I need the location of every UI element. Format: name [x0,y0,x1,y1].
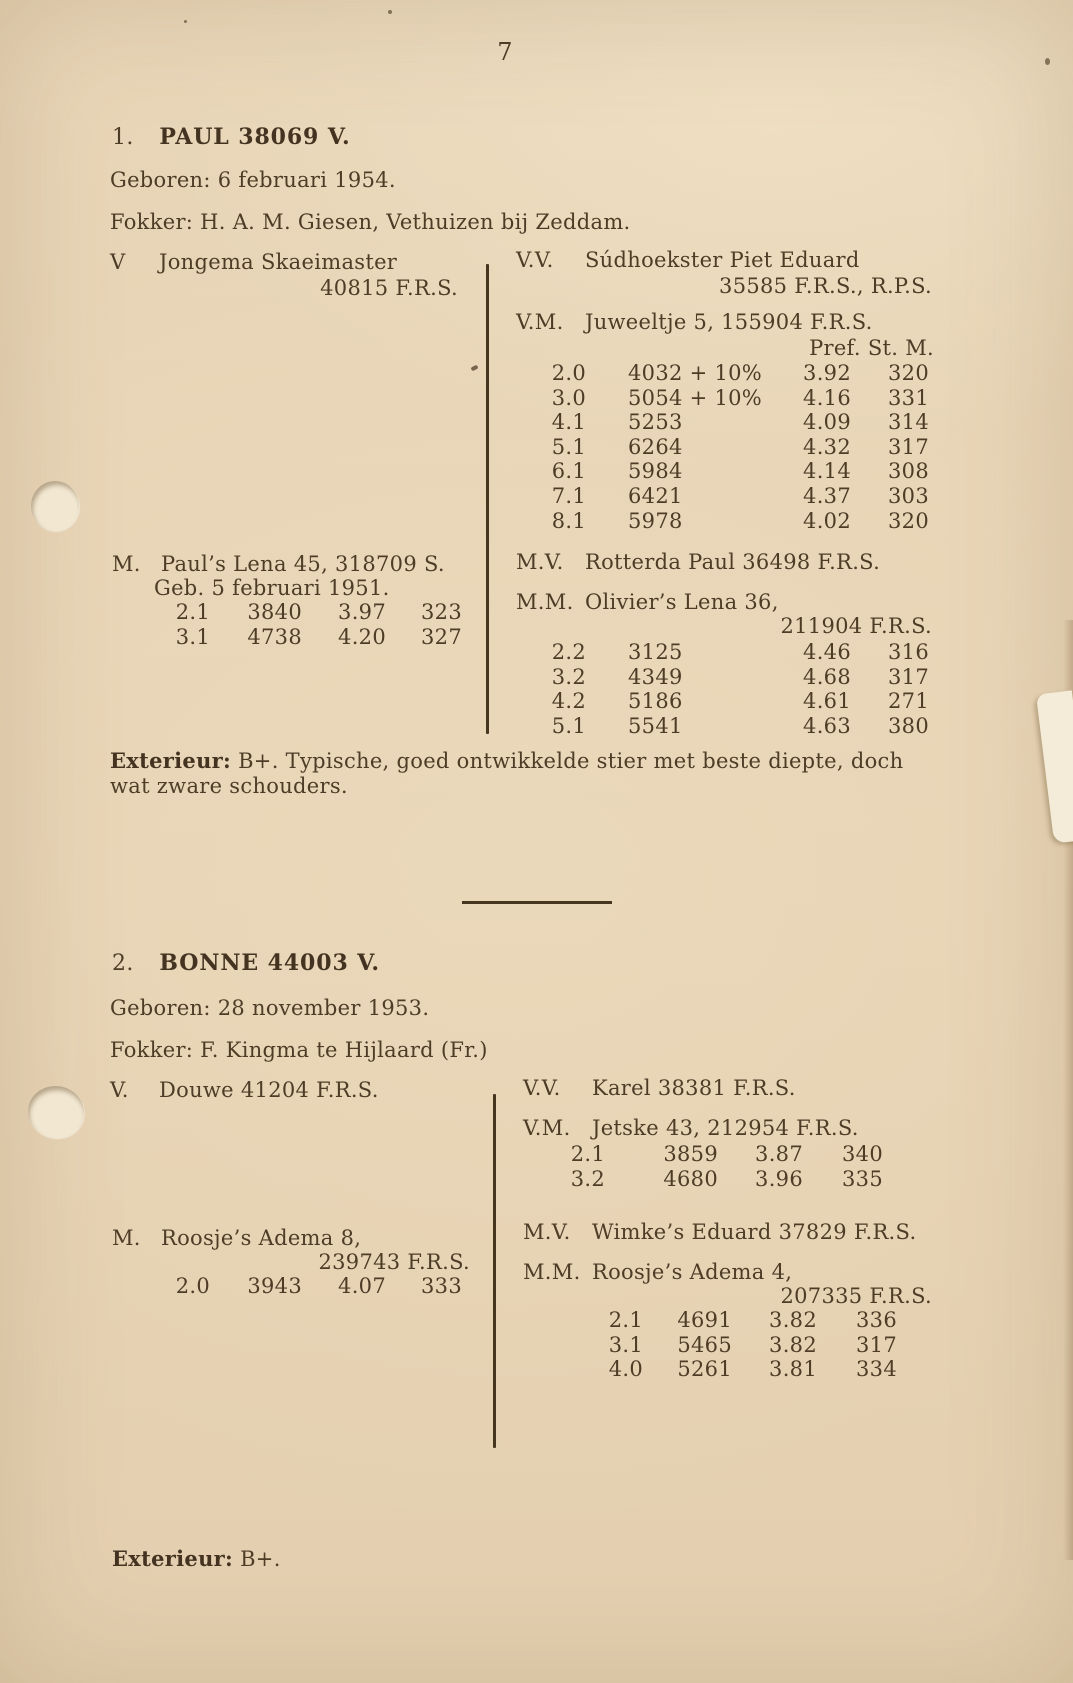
record-cell: 2.1 [608,1308,643,1332]
exterior-text: B+. [240,1547,281,1571]
dam-dam-line [516,590,779,614]
dam-registration: 239743 F.R.S. [318,1250,470,1274]
record-cell: 5978 [628,508,683,533]
record-cell: 5.1 [551,434,586,459]
record-row [526,640,929,665]
record-cell: 2.0 [551,361,586,385]
record-cell: 3840 [247,600,302,624]
record-cell: 5186 [628,689,683,714]
pedigree-label: M.V. [523,1220,571,1244]
dam-born: Geb. 5 februari 1951. [154,576,390,600]
record-cell: 320 [888,508,929,533]
record-cell: 3.1 [608,1332,643,1357]
record-cell: 4.16 [803,385,851,410]
breeder-value: F. Kingma te Hijlaard (Fr.) [200,1038,488,1062]
dam-dam-line [523,1260,792,1284]
pedigree-name: Jetske 43, 212954 F.R.S. [591,1116,859,1140]
born-value: 28 november 1953. [217,996,430,1020]
punch-hole [25,1082,88,1141]
pedigree-label: M.V. [516,550,564,574]
record-cell: 3.2 [551,664,586,689]
record-row [526,410,929,435]
entry-heading [112,124,351,150]
pedigree-name: Rotterda Paul 36498 F.R.S. [584,550,881,574]
record-cell: 4.61 [803,689,851,714]
record-cell: 3.87 [755,1142,803,1166]
ink-speck [1045,58,1050,65]
dam-dam-records [598,1308,897,1382]
pedigree-label: V.V. [516,248,554,272]
record-cell: 4.46 [803,640,851,664]
record-cell: 308 [888,459,929,484]
pedigree-name: Roosje’s Adema 4, [591,1260,793,1284]
dam-dam-registration: 207335 F.R.S. [780,1284,932,1308]
born-label: Geboren: [110,168,211,192]
records-column-header: Pref. St. M. [809,336,934,360]
record-row [526,484,929,509]
record-cell: 5261 [677,1357,732,1382]
sire-sire-line [516,248,860,272]
record-cell: 3859 [663,1142,718,1166]
record-cell: 4.32 [803,434,851,459]
dam-line [112,1226,361,1250]
record-row [526,509,929,534]
pedigree-name: Douwe 41204 F.R.S. [158,1078,379,1102]
pedigree-name: Roosje’s Adema 8, [160,1226,362,1250]
record-cell: 4.14 [803,459,851,484]
record-row [526,665,929,690]
record-cell: 5541 [628,713,683,738]
ink-speck [388,10,392,14]
record-cell: 4.07 [338,1274,386,1298]
born-line [110,168,396,192]
record-cell: 7.1 [551,483,586,508]
born-line [110,996,429,1020]
record-row [526,459,929,484]
record-cell: 6.1 [551,459,586,484]
dam-records [160,1274,462,1299]
dam-sire-line [516,550,880,574]
sire-dam-line [523,1116,859,1140]
breeder-label: Fokker: [110,210,194,234]
record-cell: 4.20 [338,624,386,649]
page-number: 7 [497,38,513,66]
record-cell: 5054 + 10% [628,385,763,410]
record-cell: 320 [888,361,929,385]
record-cell: 4.09 [803,410,851,435]
ink-speck [184,20,187,23]
entry-title: BONNE 44003 V. [159,950,380,976]
exterior-label: Exterieur: [110,748,232,773]
record-cell: 4032 + 10% [628,361,763,385]
record-cell: 4349 [628,664,683,689]
record-cell: 317 [888,434,929,459]
pedigree-name: Jongema Skaeimaster [158,250,398,274]
pedigree-name: Wimke’s Eduard 37829 F.R.S. [591,1220,917,1244]
record-row [598,1308,897,1333]
record-cell: 3.92 [803,361,851,385]
record-cell: 317 [856,1332,897,1357]
record-cell: 335 [842,1166,883,1191]
record-row [526,435,929,460]
pedigree-name: Olivier’s Lena 36, [584,590,779,614]
dam-sire-line [523,1220,916,1244]
sire-line [110,1078,379,1102]
record-cell: 2.2 [551,640,586,664]
record-cell: 333 [421,1274,462,1298]
entry-heading [112,950,380,976]
sire-line [110,250,397,274]
dam-records [160,600,462,649]
record-cell: 3.82 [769,1332,817,1357]
record-cell: 340 [842,1142,883,1166]
exterior-line-1 [112,1546,281,1571]
pedigree-label: V [110,250,126,274]
record-cell: 271 [888,689,929,714]
exterior-line-1 [110,748,903,773]
column-rule [486,264,489,734]
record-cell: 4691 [677,1308,732,1332]
record-cell: 6264 [628,434,683,459]
record-cell: 331 [888,385,929,410]
record-cell: 3125 [628,640,683,664]
record-cell: 3.1 [175,624,210,649]
record-cell: 336 [856,1308,897,1332]
record-row [160,1274,462,1299]
record-row [598,1357,897,1382]
record-cell: 380 [888,713,929,738]
record-cell: 5465 [677,1332,732,1357]
pedigree-label: M. [112,552,141,576]
pedigree-name: Karel 38381 F.R.S. [591,1076,796,1100]
record-cell: 8.1 [551,508,586,533]
record-cell: 4.1 [551,410,586,435]
record-cell: 3.81 [769,1357,817,1382]
record-cell: 5984 [628,459,683,484]
sire-dam-records [560,1142,883,1191]
record-cell: 4.68 [803,664,851,689]
record-cell: 4738 [247,624,302,649]
section-divider [462,901,612,904]
pedigree-name: Paul’s Lena 45, 318709 S. [160,552,445,576]
record-cell: 3.2 [570,1166,605,1191]
pedigree-label: V. [110,1078,129,1102]
record-cell: 316 [888,640,929,664]
record-cell: 2.1 [570,1142,605,1166]
record-cell: 5253 [628,410,683,435]
breeder-value: H. A. M. Giesen, Vethuizen bij Zeddam. [200,210,631,234]
record-cell: 3.97 [338,600,386,624]
record-cell: 4680 [663,1166,718,1191]
record-row [526,386,929,411]
record-row [160,600,462,625]
entry-title: PAUL 38069 V. [159,124,351,150]
record-cell: 3.0 [551,385,586,410]
entry-number: 1. [112,125,134,150]
exterior-label: Exterieur: [112,1546,234,1571]
record-row [560,1167,883,1192]
record-cell: 6421 [628,483,683,508]
record-cell: 4.63 [803,713,851,738]
record-row [526,714,929,739]
sire-dam-line [516,310,873,334]
dam-dam-records [526,640,929,738]
pedigree-name: Juweeltje 5, 155904 F.R.S. [584,310,873,334]
record-cell: 323 [421,600,462,624]
pedigree-name: Súdhoekster Piet Eduard [584,248,860,272]
record-cell: 4.02 [803,508,851,533]
record-cell: 4.0 [608,1357,643,1382]
record-row [526,361,929,386]
pedigree-label: V.M. [523,1116,571,1140]
sire-sire-line [523,1076,796,1100]
sire-registration: 40815 F.R.S. [320,276,458,300]
record-row [598,1333,897,1358]
born-label: Geboren: [110,996,211,1020]
punch-hole [31,481,79,531]
born-value: 6 februari 1954. [217,168,396,192]
breeder-line [110,1038,488,1062]
sire-dam-records [526,361,929,533]
breeder-line [110,210,631,234]
dam-line [112,552,445,576]
print-artifact [470,365,478,372]
dam-dam-registration: 211904 F.R.S. [780,614,932,638]
record-row [526,689,929,714]
exterior-line-2: wat zware schouders. [110,774,348,798]
pedigree-label: V.M. [516,310,564,334]
record-cell: 314 [888,410,929,435]
record-cell: 334 [856,1357,897,1382]
breeder-label: Fokker: [110,1038,194,1062]
column-rule [493,1094,496,1448]
record-cell: 303 [888,483,929,508]
record-cell: 2.0 [175,1274,210,1298]
exterior-text: B+. Typische, goed ontwikkelde stier met beste diepte, doch [238,749,904,773]
record-cell: 3.82 [769,1308,817,1332]
record-cell: 4.2 [551,689,586,714]
record-cell: 5.1 [551,713,586,738]
record-row [560,1142,883,1167]
record-cell: 2.1 [175,600,210,624]
record-cell: 327 [421,624,462,649]
pedigree-label: V.V. [523,1076,561,1100]
record-cell: 3943 [247,1274,302,1298]
sire-sire-registration: 35585 F.R.S., R.P.S. [719,274,932,298]
record-cell: 3.96 [755,1166,803,1191]
record-cell: 317 [888,664,929,689]
record-row [160,625,462,650]
pedigree-label: M.M. [516,590,574,614]
record-cell: 4.37 [803,483,851,508]
pedigree-label: M. [112,1226,141,1250]
entry-number: 2. [112,951,134,976]
torn-page-edge [1036,690,1073,843]
pedigree-label: M.M. [523,1260,581,1284]
